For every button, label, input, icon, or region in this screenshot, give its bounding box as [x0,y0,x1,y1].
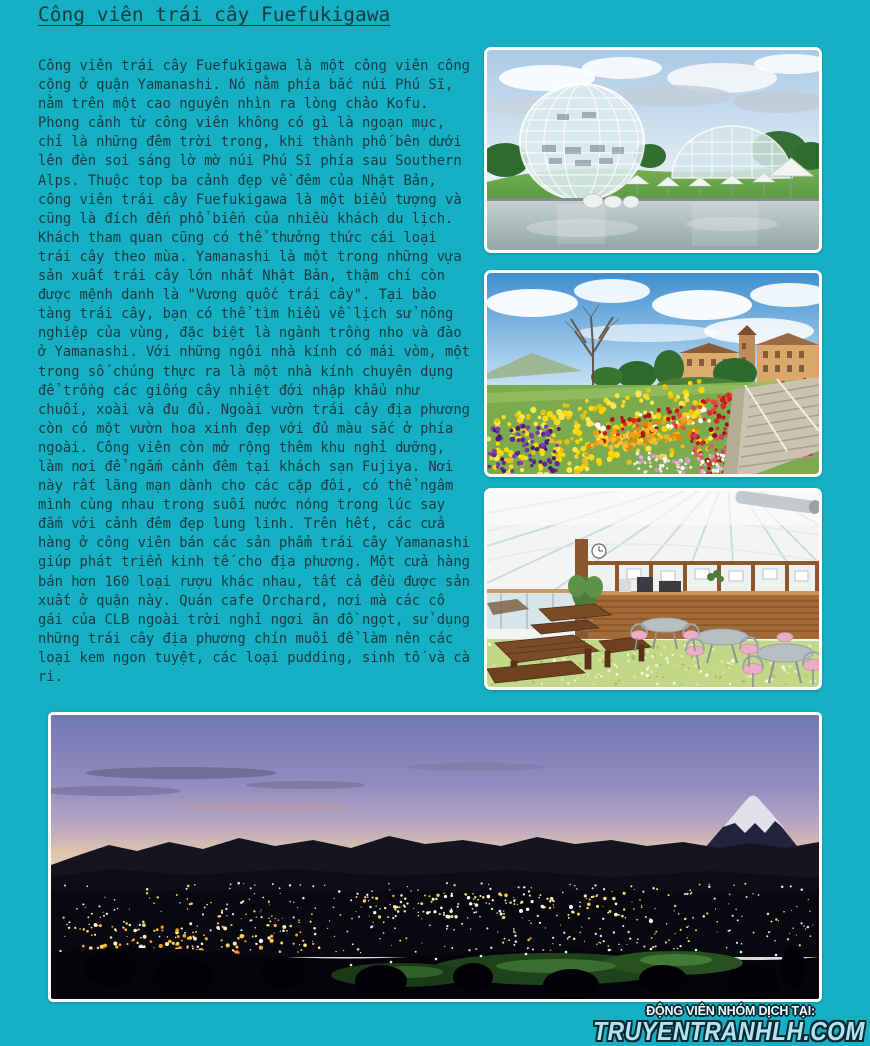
night-panorama-illustration [51,715,819,999]
photo-cafe-interior [484,488,822,690]
cafe-interior-illustration [487,491,819,687]
photo-tulip-garden [484,270,822,477]
page-title: Công viên trái cây Fuefukigawa [38,3,391,26]
photo-night-panorama [48,712,822,1002]
translator-credit [556,1005,865,1045]
egg-sculptures [583,194,639,208]
credit-label: ĐỘNG VIÊN NHÓM DỊCH TẠI: [646,1003,815,1018]
tulip-garden-illustration [487,273,819,474]
glass-sphere-left [520,84,644,200]
article-body: Công viên trái cây Fuefukigawa là một công viên công cộng ở quận Yamanashi. Nó nằm phía bắc núi Phú Sĩ, nằm trên một cao nguyên nhìn ra lòng chảo Kofu. Phong cảnh từ công viên không có gì là ngoạn mục, chỉ là những đêm trời trong, khi thành phố bên dưới lên đèn soi sáng lờ mờ núi Phú Sĩ phía sau Southern Alps. Thuộc top ba cảnh đẹp về đêm của Nhật Bản, công viên trái cây Fuefukigawa là một biểu tượng và cũng là đích đến phổ biến của nhiều khách du lịch. Khách tham quan cũng có thể thưởng thức cái loại trái cây theo mùa. Yamanashi là một trong những vựa sản xuất trái cây lớn nhất Nhật Bản, thậm chí còn được mệnh danh là "Vương quốc trái cây". Tại bảo tàng trái cây, bạn có thể tìm hiểu về lịch sử nông nghiệp của vùng, đặc biệt là ngành trồng nho và đào ở Yamanashi. Với những ngôi nhà kính có mái vòm, một trong số chúng thực ra là một nhà kính chuyên dụng để trồng các giống cây nhiệt đới nhập khẩu như chuối, xoài và đu đủ. Ngoài vườn trái cây địa phương còn có một vườn hoa xinh đẹp với đủ màu sắc ở phía ngoài. Công viên còn mở rộng thêm khu nghỉ dưỡng, làm nơi để ngắm cảnh đêm tại khách sạn Fujiya. Nơi này rất lãng mạn dành cho các cặp đôi, có thể ngâm mình cùng nhau trong suối nước nóng trong lúc say đắm với cảnh đêm đẹp lung linh. Trên hết, các cửa hàng ở công viên bán các sản phẩm trái cây Yamanashi giúp phát triển kinh tế cho địa phương. Một cửa hàng bán hơn 160 loại rượu khác nhau, tất cả đều được sản xuất ở quận này. Quán cafe Orchard, nơi mà các cô gái của CLB ngoài trời nghỉ ngơi ăn đồ ngọt, sử dụng những trái cây địa phương chín muồi để làm nên các loại kem ngon tuyệt, các loại pudding, sinh tố và cà ri. [38,58,470,685]
photo-greenhouse-domes [484,47,822,253]
site-name: TRUYENTRANHLH.COM [593,1015,865,1046]
greenhouse-domes-illustration [487,50,819,250]
